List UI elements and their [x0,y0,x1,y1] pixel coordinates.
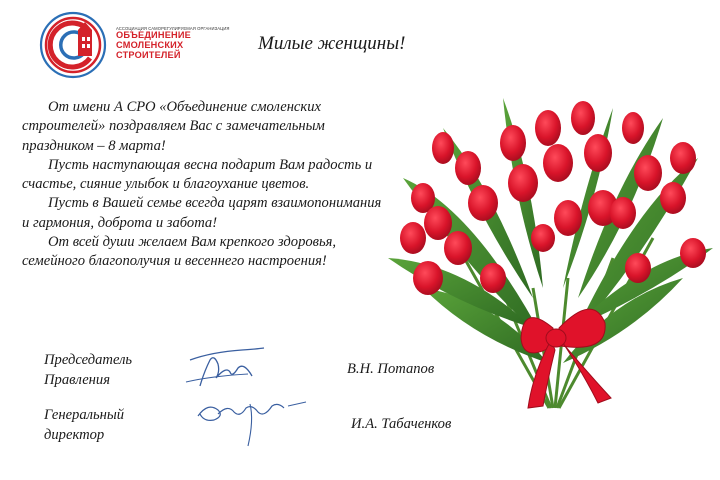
logo-emblem-icon [38,10,110,80]
paragraph-3: Пусть в Вашей семье всегда царят взаимопонимания и гармония, доброта и забота! [22,195,382,231]
paragraph-1: От имени А СРО «Объединение смоленских строителей» поздравляем Вас с замечательным праздником – 8 марта! [22,99,325,154]
signatory-1-role [44,351,164,390]
logo-text [116,26,230,60]
paragraph-4: От всей души желаем Вам крепкого здоровья, семейного благополучия и весеннего настроения! [22,234,337,270]
paragraph-2: Пусть наступающая весна подарит Вам радость и счастье, сияние улыбок и благоухание цветов. [22,156,373,193]
signatory-2-name: И.А. Табаченков [351,416,452,432]
logo-line-1: ОБЪЕДИНЕНИЕ [116,30,191,40]
signatory-1-role-line-1: Председатель [44,352,133,368]
signatory-2-role [44,406,164,445]
signatory-1-role-line-2: Правления [44,371,110,388]
logo-line-2: СМОЛЕНСКИХ [116,39,184,50]
organization-logo [38,10,230,80]
congratulation-text [22,98,382,272]
greeting-title: Милые женщины! [258,33,406,54]
signatory-1-name: В.Н. Потапов [347,361,435,377]
signature-2-icon [188,390,312,450]
tulip-bouquet-image [383,88,718,418]
signatory-2-role-line-1: Генеральный [44,407,125,423]
logo-small-text: АССОЦИАЦИЯ САМОРЕГУЛИРУЕМАЯ ОРГАНИЗАЦИЯ [116,26,230,31]
signature-1-icon [182,342,272,390]
signatory-2-role-line-2: директор [44,426,105,443]
logo-line-3: СТРОИТЕЛЕЙ [116,49,181,60]
